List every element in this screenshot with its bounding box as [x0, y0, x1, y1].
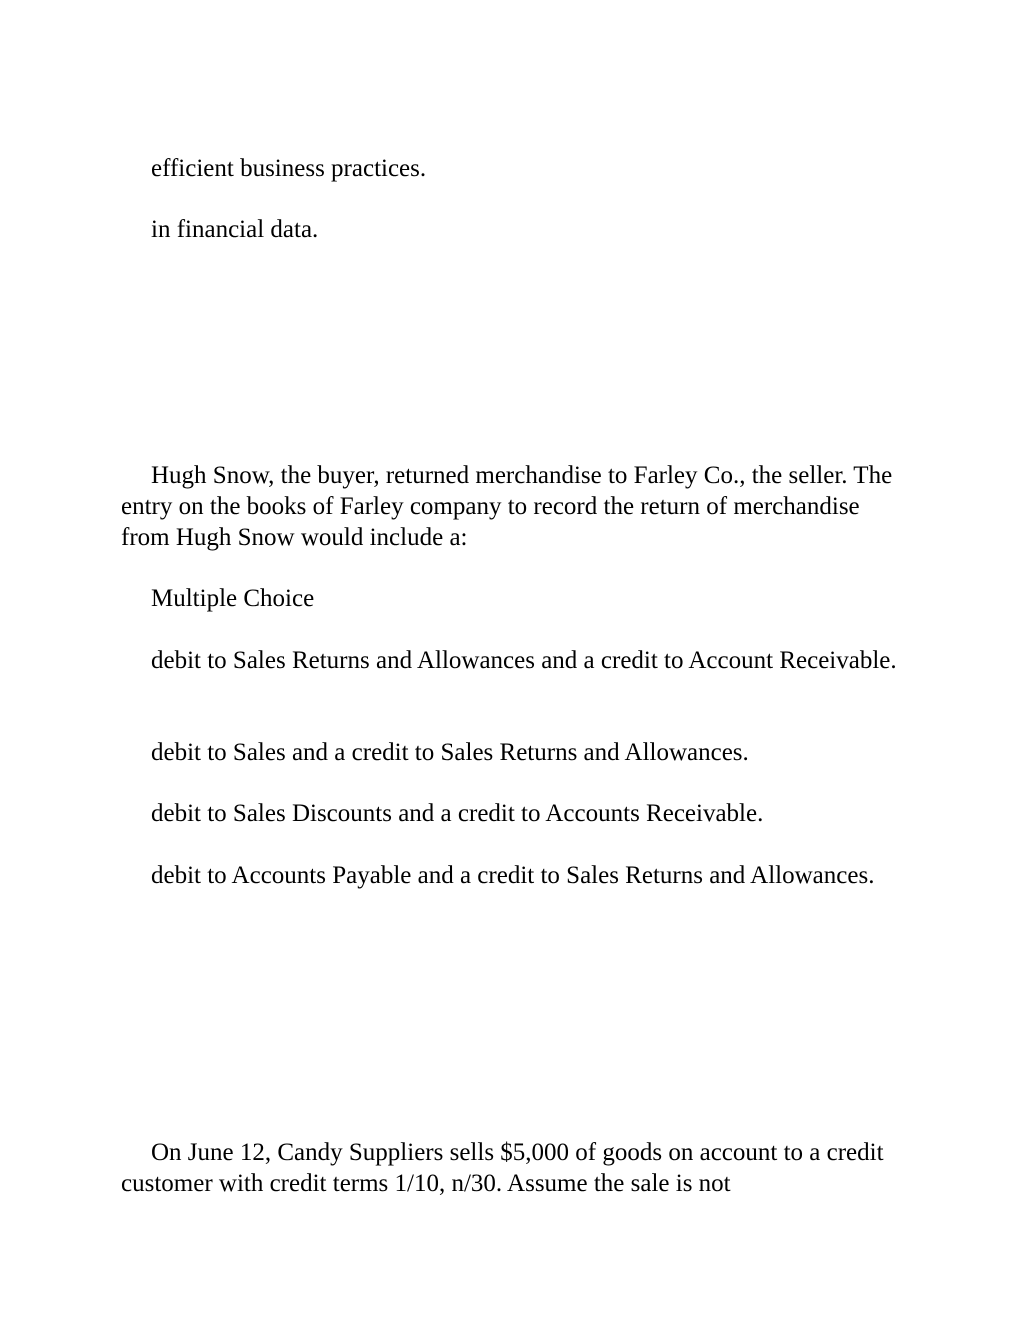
- question-stem: On June 12, Candy Suppliers sells $5,000 of goods on account to a credit customer with credit terms 1/10, n/30. Assume the sale is not: [121, 1139, 884, 1197]
- answer-choice[interactable]: debit to Accounts Payable and a credit to Sales Returns and Allowances.: [151, 862, 875, 889]
- answer-choice[interactable]: debit to Sales Discounts and a credit to Accounts Receivable.: [151, 800, 764, 827]
- answer-choice[interactable]: debit to Sales and a credit to Sales Returns and Allowances.: [151, 739, 749, 766]
- text-fragment: in financial data.: [151, 216, 319, 243]
- question-stem: Hugh Snow, the buyer, returned merchandise to Farley Co., the seller. The entry on the books of Farley company to record the return of merchandise from Hugh Snow would include a:: [121, 462, 893, 551]
- text-fragment: efficient business practices.: [151, 155, 427, 182]
- question-type-label: Multiple Choice: [151, 585, 315, 612]
- answer-choice[interactable]: debit to Sales Returns and Allowances and a credit to Account Receivable.: [151, 647, 897, 674]
